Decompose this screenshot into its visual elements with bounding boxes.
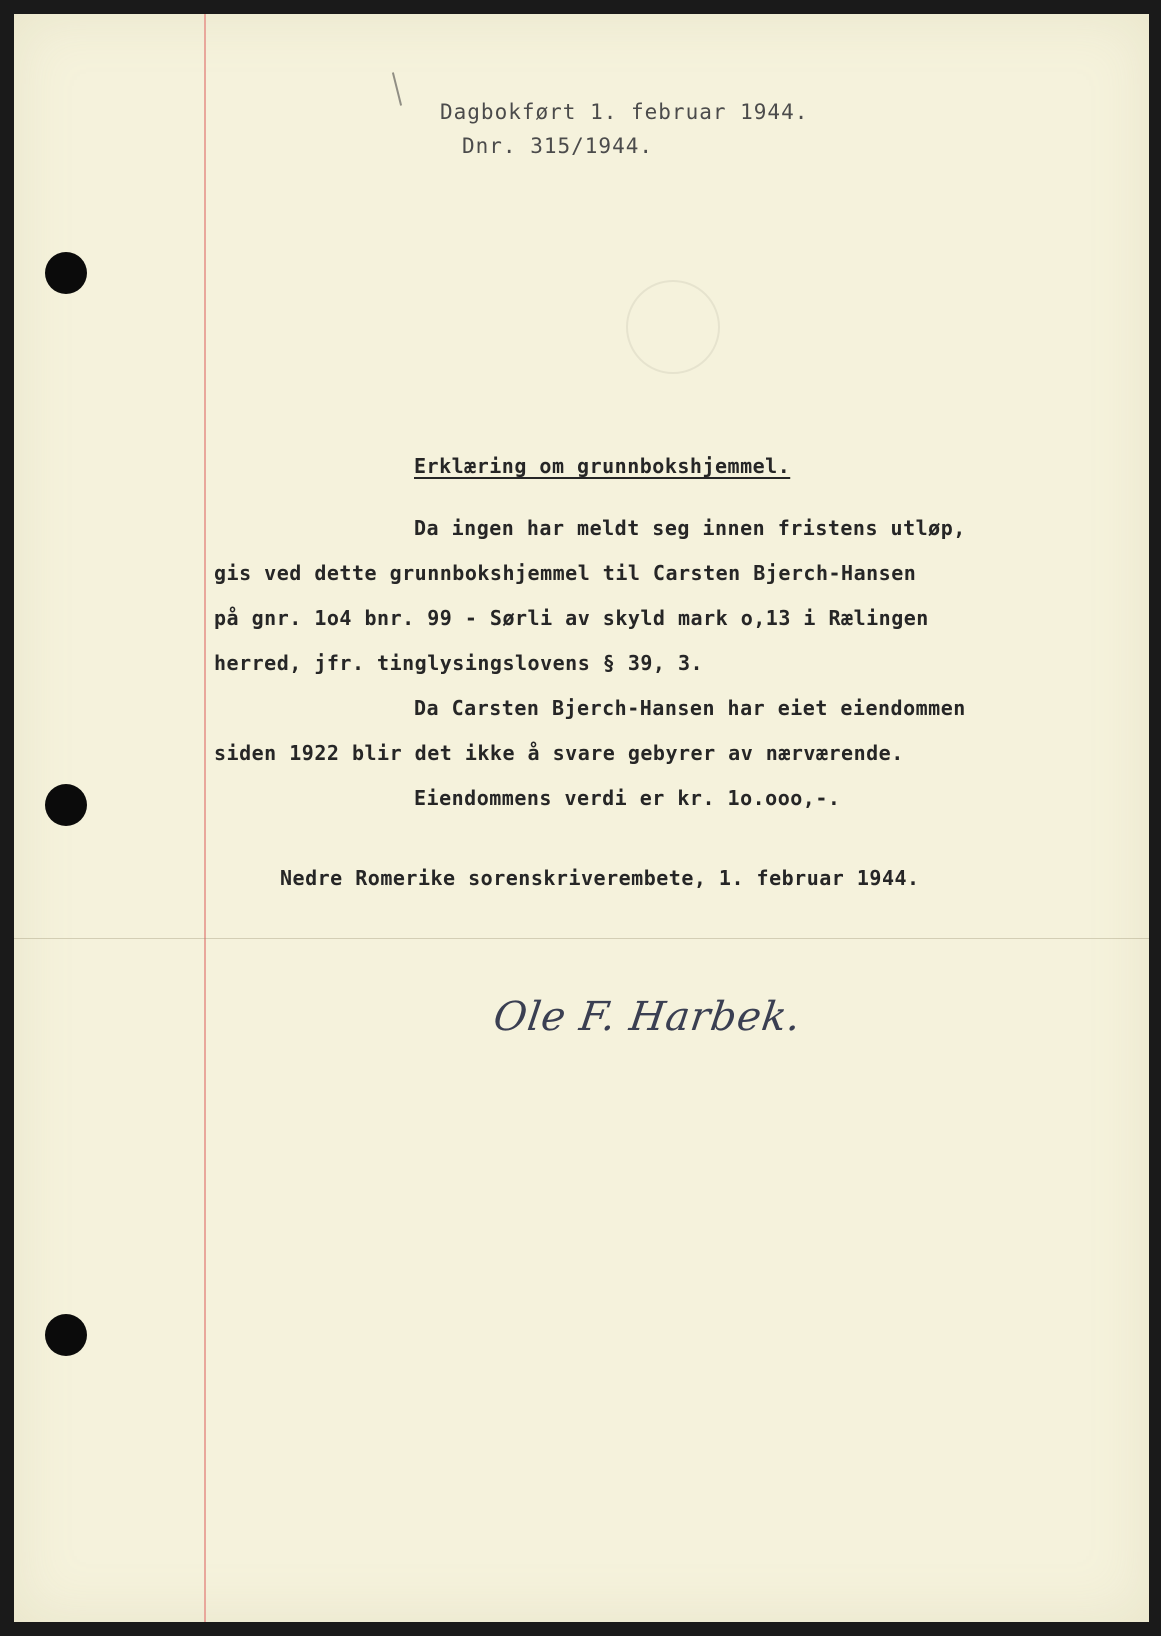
punch-hole-top	[45, 252, 87, 294]
diary-entry-line: Dagbokført 1. februar 1944.	[440, 100, 809, 124]
stray-pen-mark	[392, 72, 402, 105]
body-line: Da ingen har meldt seg innen fristens utløp,	[414, 516, 966, 540]
punch-hole-bottom	[45, 1314, 87, 1356]
document-title: Erklæring om grunnbokshjemmel.	[414, 454, 791, 478]
document-page	[14, 14, 1149, 1622]
body-line: siden 1922 blir det ikke å svare gebyrer av nærværende.	[214, 741, 904, 765]
body-line: herred, jfr. tinglysingslovens § 39, 3.	[214, 651, 704, 675]
body-line: på gnr. 1o4 bnr. 99 - Sørli av skyld mark o,13 i Rælingen	[214, 606, 929, 630]
faded-stamp-ghost	[626, 280, 720, 374]
fold-line	[14, 938, 1149, 939]
punch-hole-middle	[45, 784, 87, 826]
handwritten-signature: Ole F. Harbek.	[490, 994, 805, 1040]
place-date-line: Nedre Romerike sorenskriverembete, 1. februar 1944.	[280, 866, 920, 890]
red-margin-line	[204, 14, 206, 1622]
body-line: gis ved dette grunnbokshjemmel til Carsten Bjerch-Hansen	[214, 561, 917, 585]
body-line: Eiendommens verdi er kr. 1o.ooo,-.	[414, 786, 841, 810]
body-line: Da Carsten Bjerch-Hansen har eiet eiendommen	[414, 696, 966, 720]
diary-number-line: Dnr. 315/1944.	[462, 134, 654, 158]
